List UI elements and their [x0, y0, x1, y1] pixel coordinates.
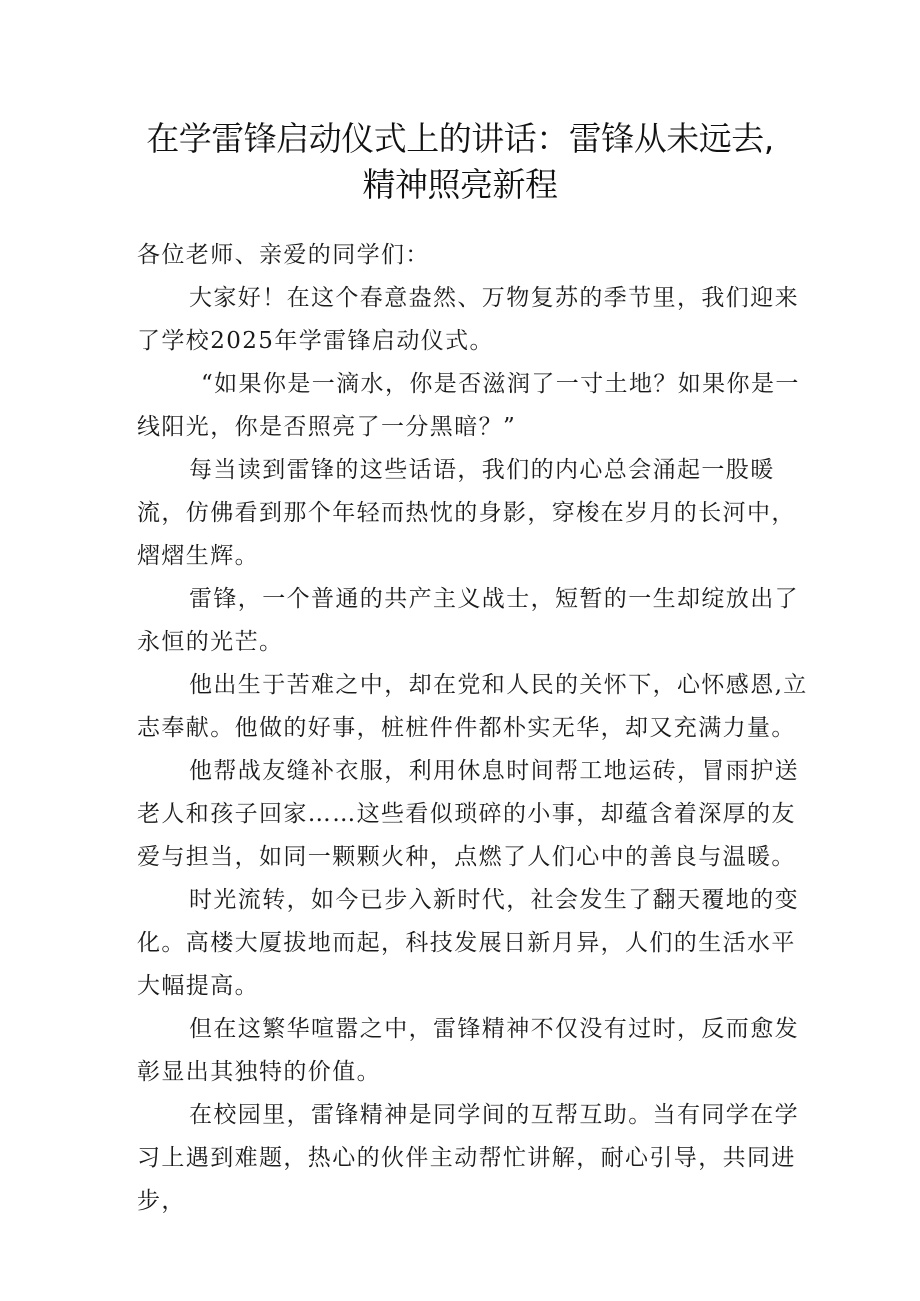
paragraph: 他出生于苦难之中，却在党和人民的关怀下，心怀感恩,立志奉献。他做的好事，桩桩件件都朴实无华，却又充满力量。 [137, 672, 808, 741]
document-body [137, 234, 817, 1223]
paragraph: 但在这繁华喧嚣之中，雷锋精神不仅没有过时，反而愈发彰显出其独特的价值。 [137, 1016, 799, 1085]
document-title [130, 116, 790, 208]
title-line-2: 精神照亮新程 [362, 165, 558, 204]
title-line-1: 在学雷锋启动仪式上的讲话：雷锋从未远去, [146, 119, 774, 158]
salutation: 各位老师、亲爱的同学们： [137, 242, 430, 268]
paragraph: 时光流转，如今已步入新时代，社会发生了翻天覆地的变化。高楼大厦拔地而起，科技发展日新月异，人们的生活水平大幅提高。 [137, 887, 799, 999]
paragraph: 他帮战友缝补衣服，利用休息时间帮工地运砖，冒雨护送老人和孩子回家……这些看似琐碎的小事，却蕴含着深厚的友爱与担当，如同一颗颗火种，点燃了人们心中的善良与温暖。 [137, 758, 799, 870]
paragraph: 每当读到雷锋的这些话语，我们的内心总会涌起一股暖流，仿佛看到那个年轻而热忱的身影，穿梭在岁月的长河中，熠熠生辉。 [137, 457, 796, 569]
paragraph: 雷锋，一个普通的共产主义战士，短暂的一生却绽放出了永恒的光芒。 [137, 586, 799, 655]
paragraph-greeting: 大家好！在这个春意盎然、万物复苏的季节里，我们迎来了学校2025年学雷锋启动仪式。 [137, 285, 799, 354]
paragraph: 在校园里，雷锋精神是同学间的互帮互助。当有同学在学习上遇到难题，热心的伙伴主动帮忙讲解，耐心引导，共同进步， [137, 1102, 799, 1214]
paragraph-quote: “如果你是一滴水，你是否滋润了一寸土地？如果你是一线阳光，你是否照亮了一分黑暗？” [137, 371, 800, 440]
